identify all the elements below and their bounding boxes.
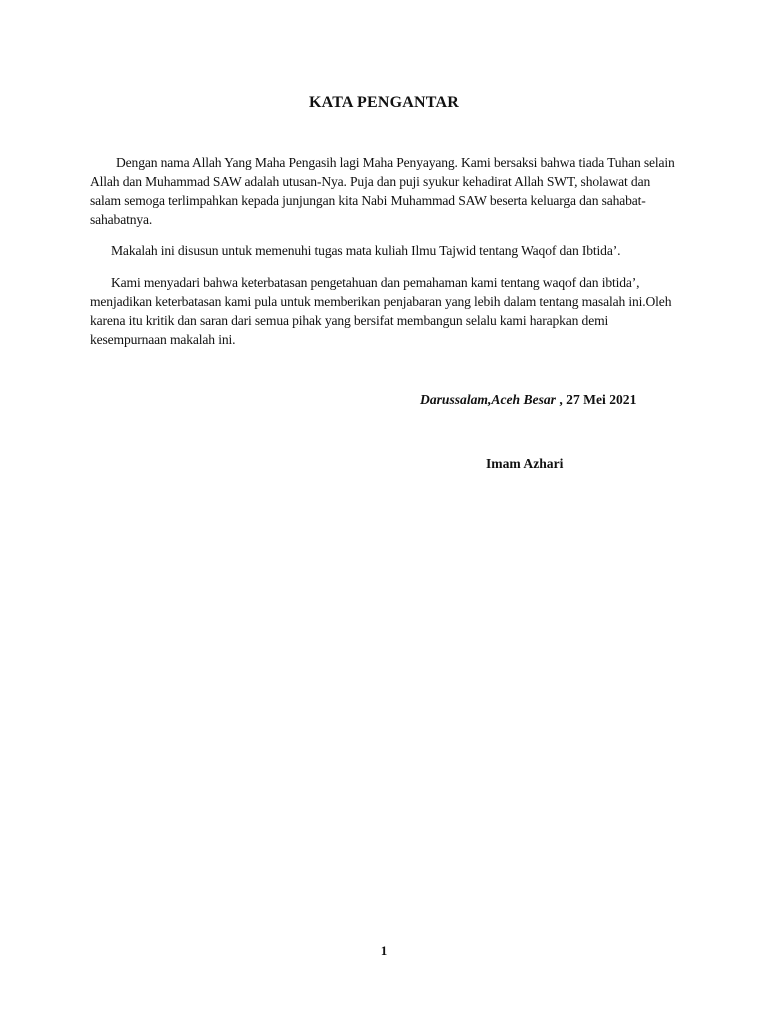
paragraph-purpose: Makalah ini disusun untuk memenuhi tugas mata kuliah Ilmu Tajwid tentang Waqof dan Ibtida’. (111, 243, 621, 258)
signature-place: Darussalam,Aceh Besar (420, 392, 556, 407)
signature-date: , 27 Mei 2021 (555, 392, 637, 407)
signature-name: Imam Azhari (486, 456, 564, 471)
paragraph-acknowledgement: Kami menyadari bahwa keterbatasan pengetahuan dan pemahaman kami tentang waqof dan ibtida’, menjadikan keterbatasan kami pula untuk memberikan penjabaran yang lebih dalam tentang masalah ini.Oleh karena itu kritik dan saran dari semua pihak yang bersifat membangun selalu kami harapkan demi kesempurnaan makalah ini. (90, 275, 672, 347)
signature-place-date (420, 392, 636, 408)
page-title: KATA PENGANTAR (309, 94, 459, 111)
paragraph-opening: Dengan nama Allah Yang Maha Pengasih lagi Maha Penyayang. Kami bersaksi bahwa tiada Tuhan selain Allah dan Muhammad SAW adalah utusan-Nya. Puja dan puji syukur kehadirat Allah SWT, sholawat dan salam semoga terlimpahkan kepada junjungan kita Nabi Muhammad SAW beserta keluarga dan sahabat-sahabatnya. (90, 155, 675, 227)
page-number: 1 (380, 943, 388, 958)
